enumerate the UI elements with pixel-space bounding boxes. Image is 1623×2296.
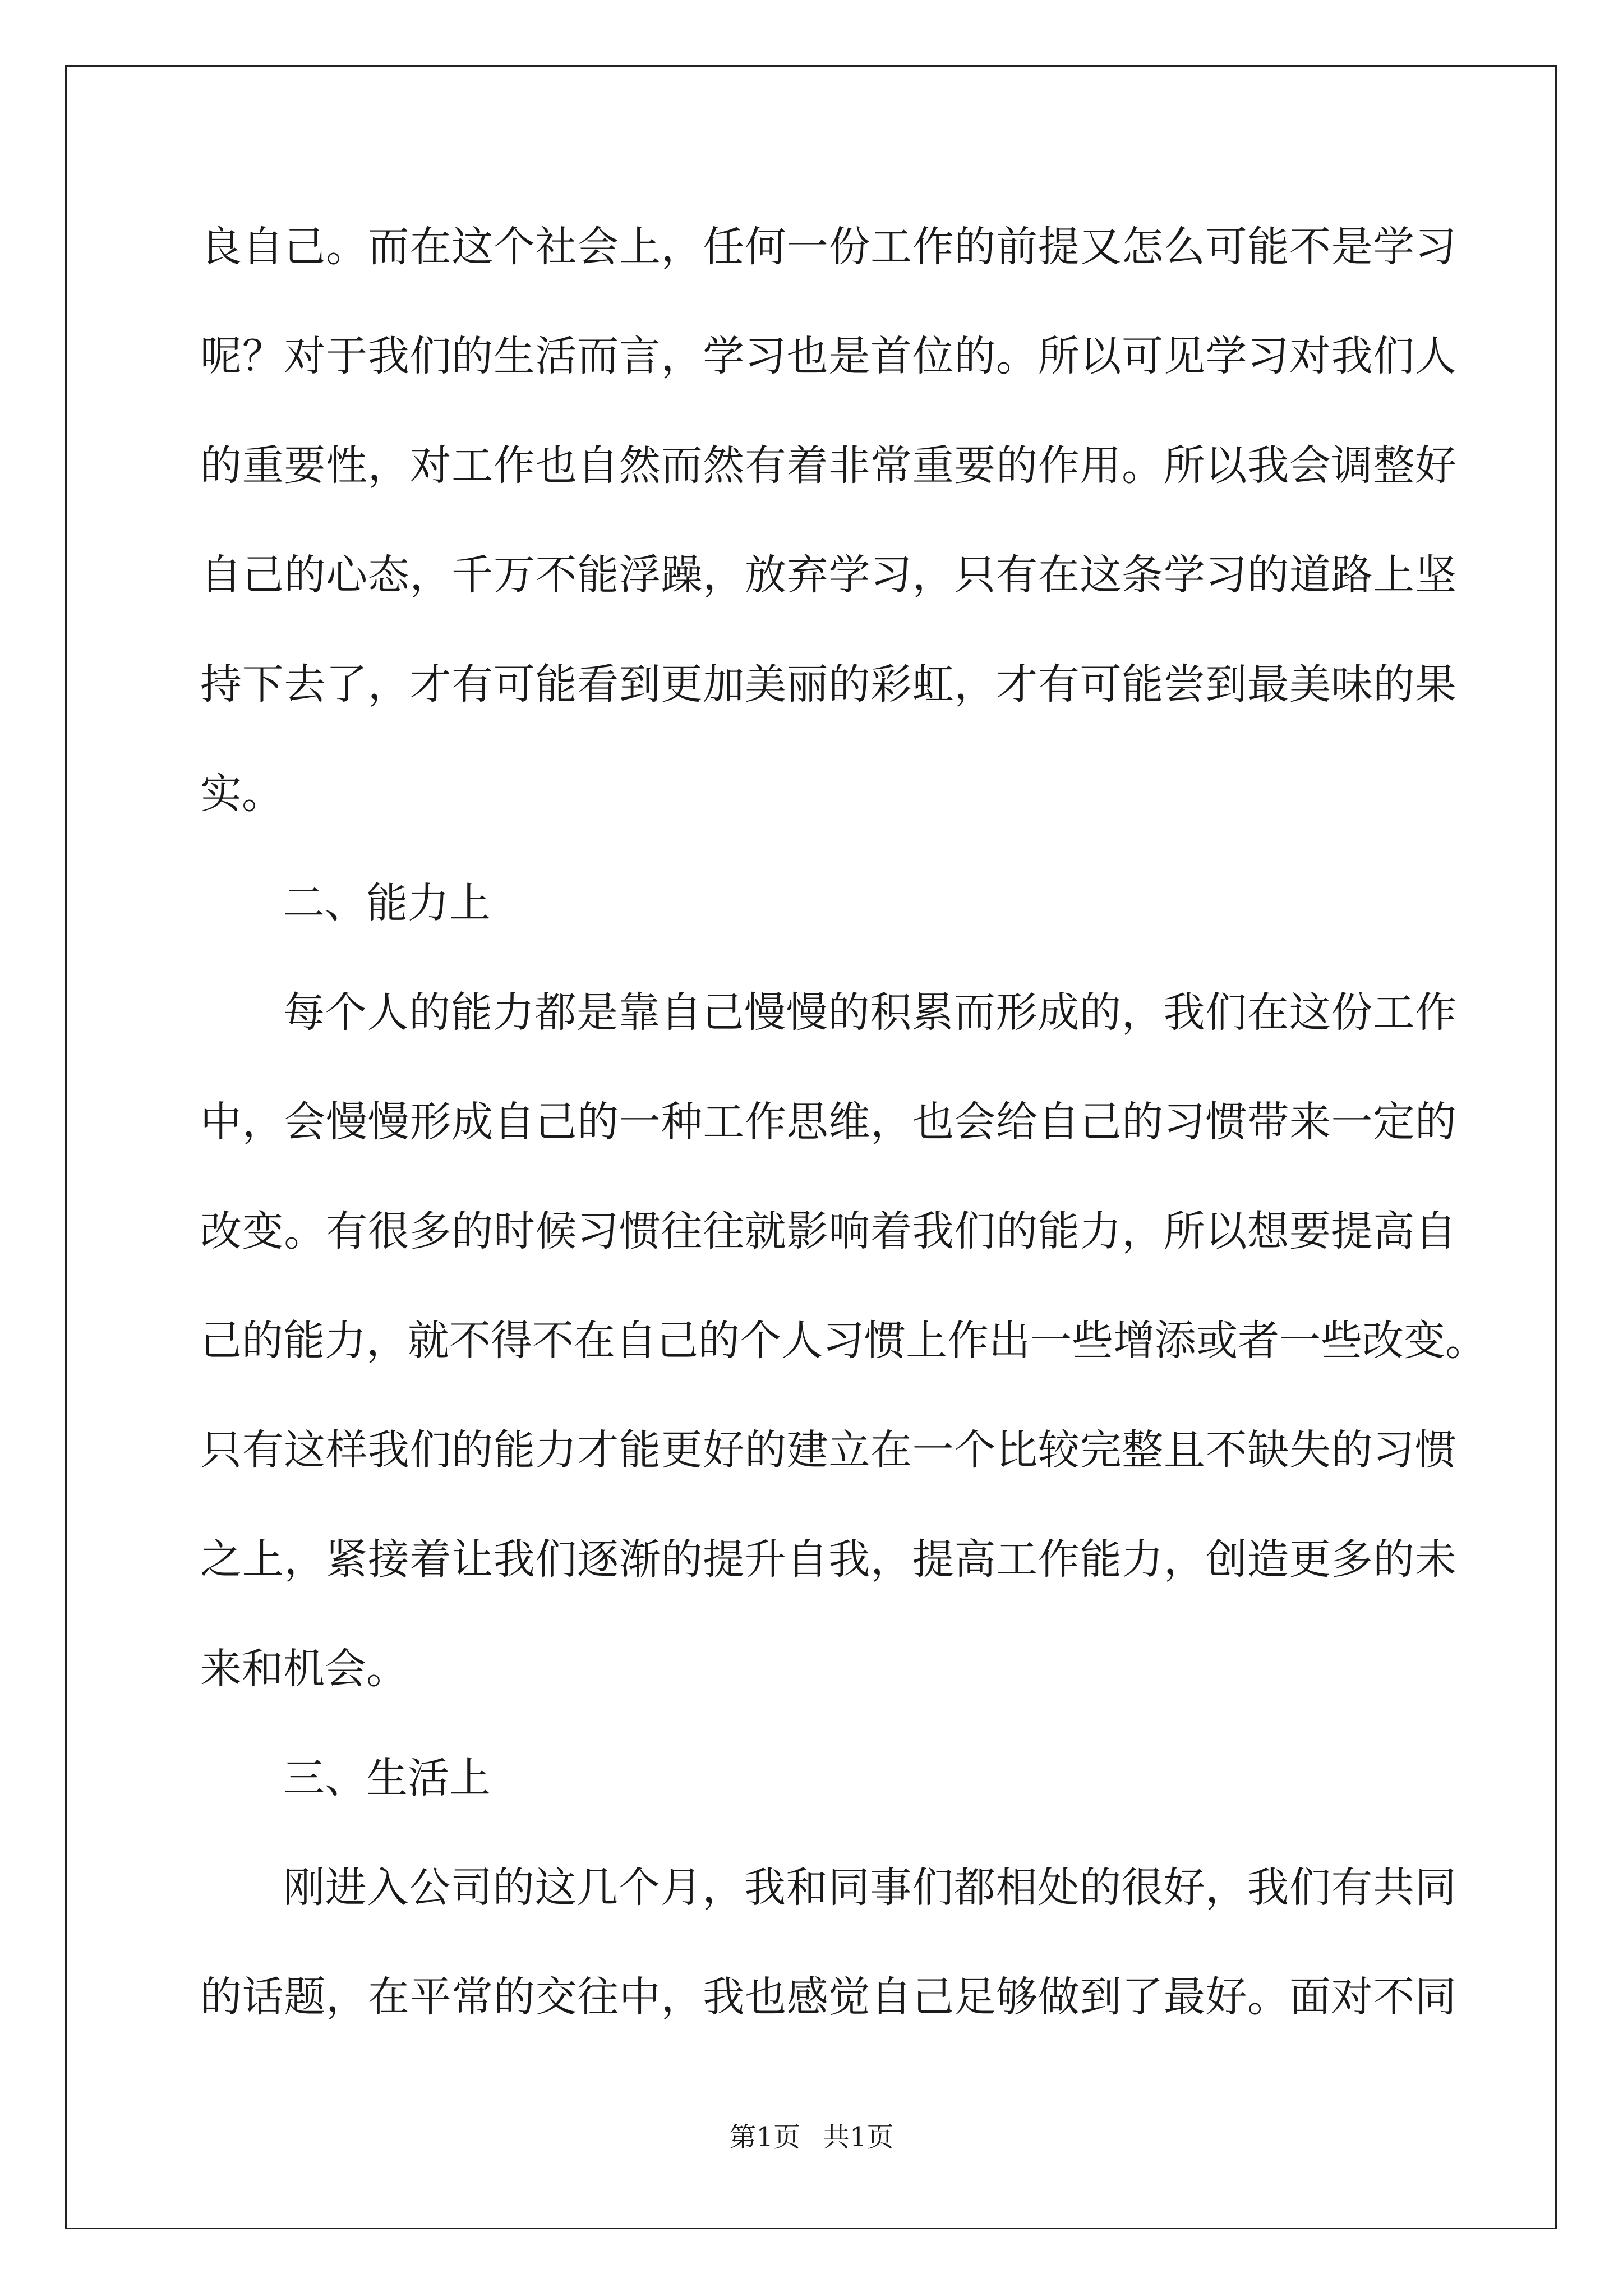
page-total: 共1页 <box>823 2122 894 2153</box>
paragraph-line: 改变。有很多的时候习惯往往就影响着我们的能力，所以想要提高自 <box>200 1207 1456 1255</box>
paragraph-line: 只有这样我们的能力才能更好的建立在一个比较完整且不缺失的习惯 <box>200 1426 1456 1474</box>
paragraph-line: 的话题，在平常的交往中，我也感觉自己足够做到了最好。面对不同 <box>200 1973 1456 2021</box>
paragraph-line: 呢？对于我们的生活而言，学习也是首位的。所以可见学习对我们人 <box>200 332 1456 380</box>
paragraph-line: 己的能力，就不得不在自己的个人习惯上作出一些增添或者一些改变。 <box>200 1317 1487 1365</box>
paragraph-line: 良自己。而在这个社会上，任何一份工作的前提又怎么可能不是学习 <box>200 223 1456 271</box>
section-heading: 三、生活上 <box>283 1754 491 1802</box>
paragraph-line: 的重要性，对工作也自然而然有着非常重要的作用。所以我会调整好 <box>200 441 1456 490</box>
paragraph-line: 自己的心态，千万不能浮躁，放弃学习，只有在这条学习的道路上坚 <box>200 551 1456 599</box>
paragraph-line: 实。 <box>200 770 283 818</box>
paragraph-line: 持下去了，才有可能看到更加美丽的彩虹，才有可能尝到最美味的果 <box>200 660 1456 708</box>
page-number: 第1页 <box>729 2122 800 2153</box>
paragraph-line: 来和机会。 <box>200 1645 408 1693</box>
paragraph-line: 中，会慢慢形成自己的一种工作思维，也会给自己的习惯带来一定的 <box>200 1098 1456 1146</box>
paragraph-line: 之上，紧接着让我们逐渐的提升自我，提高工作能力，创造更多的未 <box>200 1535 1456 1584</box>
paragraph-line: 每个人的能力都是靠自己慢慢的积累而形成的，我们在这份工作 <box>283 988 1456 1037</box>
paragraph-line: 刚进入公司的这几个月，我和同事们都相处的很好，我们有共同 <box>283 1864 1456 1912</box>
page-footer <box>0 2120 1623 2154</box>
section-heading: 二、能力上 <box>283 879 491 927</box>
